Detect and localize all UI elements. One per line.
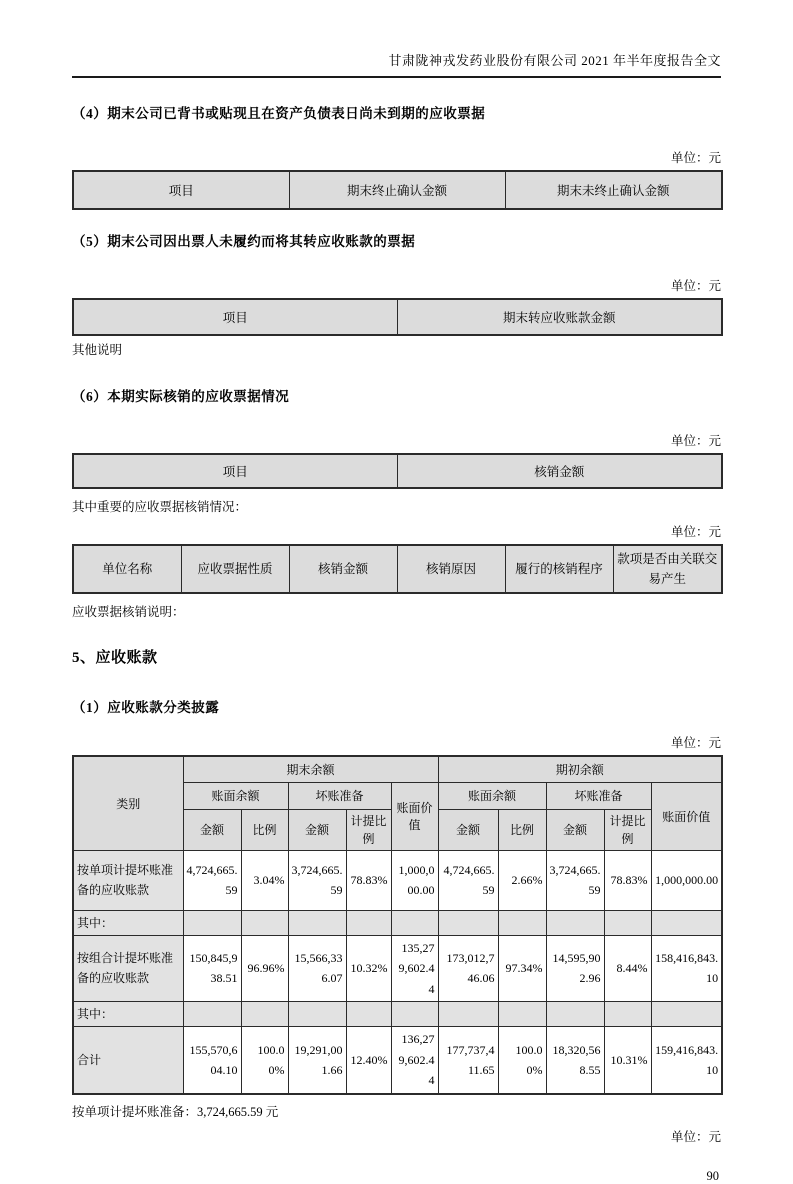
col-header-amount: 金额 [546, 809, 604, 850]
ar-classification-heading: （1）应收账款分类披露 [72, 700, 220, 715]
ar-classification-table [72, 755, 723, 1095]
empty-cell [288, 1002, 346, 1027]
empty-cell [241, 910, 288, 935]
important-writeoff-note: 其中重要的应收票据核销情况： [72, 500, 248, 514]
table-header-cell: 期末转应收账款金额 [397, 299, 722, 335]
empty-cell [651, 910, 722, 935]
transferred-notes-table [72, 298, 723, 336]
cell-begin-provision-ratio: 8.44% [604, 935, 651, 1001]
cell-end-provision-ratio: 10.32% [346, 935, 391, 1001]
accounts-receivable-heading: 5、应收账款 [72, 650, 158, 666]
row-label: 其中： [73, 1002, 183, 1027]
cell-end-bad-amount: 15,566,336.07 [288, 935, 346, 1001]
col-header-book-balance: 账面余额 [183, 782, 288, 809]
cell-begin-amount: 173,012,746.06 [438, 935, 498, 1001]
table-header-cell: 应收票据性质 [181, 545, 289, 593]
cell-begin-provision-ratio: 10.31% [604, 1027, 651, 1094]
empty-cell [183, 1002, 241, 1027]
row-label-total: 合计 [73, 1027, 183, 1094]
cell-begin-amount: 177,737,411.65 [438, 1027, 498, 1094]
cell-begin-bad-amount: 14,595,902.96 [546, 935, 604, 1001]
table-header-cell: 项目 [73, 299, 397, 335]
table-header-cell: 期末终止确认金额 [289, 171, 505, 209]
table-header-cell: 核销原因 [397, 545, 505, 593]
cell-end-provision-ratio: 12.40% [346, 1027, 391, 1094]
page-number: 90 [706, 1168, 719, 1183]
cell-end-ratio: 100.00% [241, 1027, 288, 1094]
cell-begin-bad-amount: 3,724,665.59 [546, 850, 604, 910]
unit-label: 单位：元 [670, 151, 721, 165]
empty-cell [604, 1002, 651, 1027]
empty-cell [391, 910, 438, 935]
unit-label: 单位：元 [670, 1129, 721, 1144]
col-header-period-end: 期末余额 [183, 756, 438, 782]
col-header-book-value: 账面价值 [391, 782, 438, 850]
writeoff-detail-table [72, 544, 723, 594]
col-header-period-begin: 期初余额 [438, 756, 722, 782]
empty-cell [241, 1002, 288, 1027]
empty-cell [391, 1002, 438, 1027]
empty-cell [346, 910, 391, 935]
row-label: 其中： [73, 910, 183, 935]
cell-end-ratio: 3.04% [241, 850, 288, 910]
table-header-cell: 核销金额 [397, 454, 722, 488]
cell-end-amount: 4,724,665.59 [183, 850, 241, 910]
empty-cell [438, 1002, 498, 1027]
col-header-bad-debt: 坏账准备 [546, 782, 651, 809]
empty-cell [498, 910, 546, 935]
cell-end-amount: 150,845,938.51 [183, 935, 241, 1001]
col-header-book-balance: 账面余额 [438, 782, 546, 809]
empty-cell [546, 1002, 604, 1027]
unit-label: 单位：元 [670, 434, 721, 448]
row-label: 按单项计提坏账准备的应收账款 [73, 850, 183, 910]
col-header-amount: 金额 [438, 809, 498, 850]
cell-begin-book-value: 1,000,000.00 [651, 850, 722, 910]
col-header-amount: 金额 [288, 809, 346, 850]
unit-label: 单位：元 [670, 736, 721, 750]
col-header-ratio: 比例 [498, 809, 546, 850]
cell-end-provision-ratio: 78.83% [346, 850, 391, 910]
col-header-category: 类别 [73, 756, 183, 850]
cell-end-bad-amount: 3,724,665.59 [288, 850, 346, 910]
empty-cell [546, 910, 604, 935]
table-header-cell: 期末未终止确认金额 [505, 171, 722, 209]
empty-cell [651, 1002, 722, 1027]
section6-heading: （6）本期实际核销的应收票据情况 [72, 389, 290, 404]
cell-end-book-value: 135,279,602.44 [391, 935, 438, 1001]
table-header-cell: 款项是否由关联交易产生 [613, 545, 722, 593]
cell-end-ratio: 96.96% [241, 935, 288, 1001]
empty-cell [288, 910, 346, 935]
col-header-provision-ratio: 计提比例 [346, 809, 391, 850]
single-item-provision-footnote: 按单项计提坏账准备：3,724,665.59 元 [72, 1104, 279, 1119]
table-header-cell: 履行的核销程序 [505, 545, 613, 593]
cell-begin-book-value: 158,416,843.10 [651, 935, 722, 1001]
cell-end-book-value: 1,000,000.00 [391, 850, 438, 910]
table-header-cell: 单位名称 [73, 545, 181, 593]
cell-end-book-value: 136,279,602.44 [391, 1027, 438, 1094]
empty-cell [183, 910, 241, 935]
cell-begin-ratio: 100.00% [498, 1027, 546, 1094]
unit-label: 单位：元 [670, 279, 721, 293]
unit-label: 单位：元 [670, 525, 721, 539]
endorsed-notes-table [72, 170, 723, 210]
table-header-cell: 项目 [73, 171, 289, 209]
empty-cell [498, 1002, 546, 1027]
cell-begin-bad-amount: 18,320,568.55 [546, 1027, 604, 1094]
empty-cell [604, 910, 651, 935]
row-label: 按组合计提坏账准备的应收账款 [73, 935, 183, 1001]
cell-begin-provision-ratio: 78.83% [604, 850, 651, 910]
cell-end-amount: 155,570,604.10 [183, 1027, 241, 1094]
cell-begin-book-value: 159,416,843.10 [651, 1027, 722, 1094]
col-header-provision-ratio: 计提比例 [604, 809, 651, 850]
col-header-book-value: 账面价值 [651, 782, 722, 850]
col-header-ratio: 比例 [241, 809, 288, 850]
table-header-cell: 项目 [73, 454, 397, 488]
empty-cell [438, 910, 498, 935]
section4-heading: （4）期末公司已背书或贴现且在资产负债表日尚未到期的应收票据 [72, 106, 486, 121]
empty-cell [346, 1002, 391, 1027]
col-header-bad-debt: 坏账准备 [288, 782, 391, 809]
cell-begin-amount: 4,724,665.59 [438, 850, 498, 910]
cell-begin-ratio: 2.66% [498, 850, 546, 910]
report-header-title: 甘肃陇神戎发药业股份有限公司 2021 年半年度报告全文 [72, 0, 721, 78]
cell-begin-ratio: 97.34% [498, 935, 546, 1001]
writeoff-explain-note: 应收票据核销说明： [72, 605, 185, 619]
other-note: 其他说明 [72, 343, 123, 357]
writeoff-summary-table [72, 453, 723, 489]
cell-end-bad-amount: 19,291,001.66 [288, 1027, 346, 1094]
section5-heading: （5）期末公司因出票人未履约而将其转应收账款的票据 [72, 234, 416, 249]
col-header-amount: 金额 [183, 809, 241, 850]
table-header-cell: 核销金额 [289, 545, 397, 593]
